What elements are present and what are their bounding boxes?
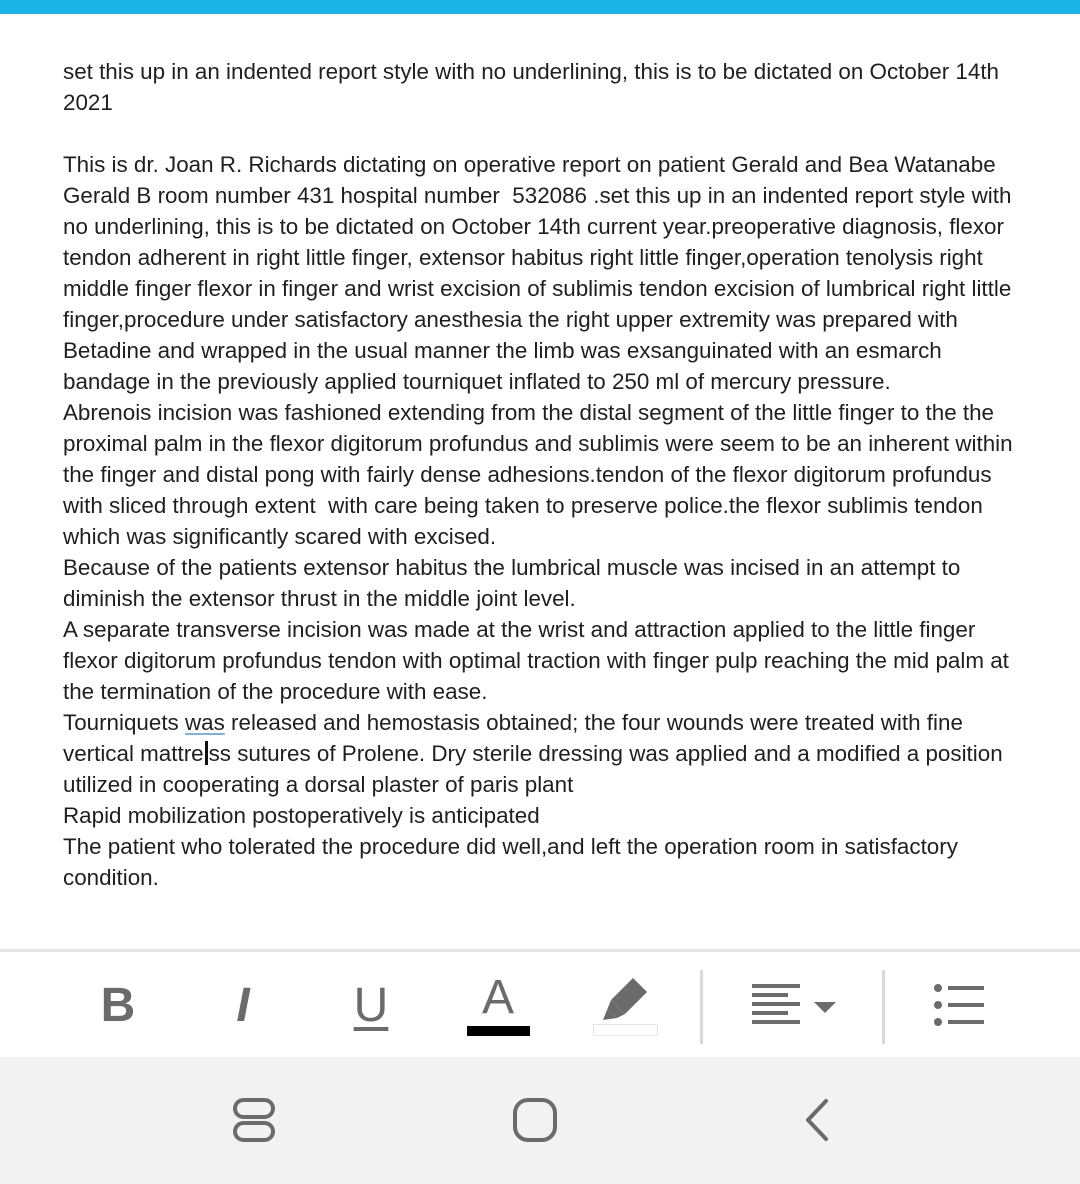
toolbar-divider [882, 970, 885, 1044]
align-left-icon [748, 980, 840, 1030]
paragraph-5-start: Tourniquets [63, 710, 185, 735]
highlighter-icon [597, 974, 653, 1022]
highlight-button[interactable] [592, 970, 658, 1040]
font-color-icon: A [481, 971, 514, 1024]
home-icon [512, 1097, 558, 1143]
paragraph-7[interactable]: The patient who tolerated the procedure did well,and left the operation room in satisfactory condition. [63, 834, 958, 890]
back-button[interactable] [787, 1095, 847, 1145]
align-button[interactable] [748, 970, 840, 1040]
blank-line [63, 118, 1023, 149]
status-accent-bar [0, 0, 1080, 14]
recent-apps-icon [232, 1097, 276, 1143]
bold-button[interactable] [88, 970, 148, 1040]
text-cursor [205, 741, 208, 765]
underline-button[interactable] [341, 970, 401, 1040]
bold-icon: B [100, 978, 136, 1032]
italic-button[interactable] [213, 970, 273, 1040]
paragraph-4[interactable]: A separate transverse incision was made at the wrist and attraction applied to the little finger flexor digitorum profundus tendon with optimal traction with finger pulp reaching the mid palm at the termination of the procedure with ease. [63, 617, 1009, 704]
bullet-list-icon [928, 982, 988, 1028]
home-button[interactable] [505, 1095, 565, 1145]
paragraph-5-middle: released and hemostasis obtained; the four wounds were treated with fine vertical mattre [63, 710, 963, 766]
bullet-list-button[interactable] [928, 970, 988, 1040]
paragraph-1[interactable]: This is dr. Joan R. Richards dictating on operative report on patient Gerald and Bea Watanabe Gerald B room number 431 hospital number 532086 .set this up in an indented report style with no underlining, this is to be dictated on October 14th current year.preoperative diagnosis, flexor tendon adherent in right little finger, extensor habitus right little finger,operation tenolysis right middle finger flexor in finger and wrist excision of sublimis tendon excision of lumbrical right little finger,procedure under satisfactory anesthesia the right upper extremity was prepared with Betadine and wrapped in the usual manner the limb was exsanguinated with an esmarch bandage in the previously applied tourniquet inflated to 250 ml of mercury pressure. [63, 152, 1012, 394]
highlight-swatch [593, 1024, 658, 1036]
dictation-note[interactable]: set this up in an indented report style with no underlining, this is to be dictated on October 14th 2021 [63, 59, 1000, 115]
paragraph-5-end: ss sutures of Prolene. Dry sterile dressing was applied and a modified a position utilized in cooperating a dorsal plaster of paris plant [63, 741, 1003, 797]
font-color-swatch [467, 1026, 530, 1036]
grammar-flagged-word[interactable]: was [184, 710, 225, 735]
recent-apps-button[interactable] [224, 1095, 284, 1145]
paragraph-5[interactable] [63, 707, 1023, 800]
underline-icon: U [353, 978, 389, 1032]
font-color-button[interactable] [465, 970, 531, 1040]
back-icon [802, 1097, 832, 1143]
italic-icon: I [236, 978, 250, 1032]
paragraph-2[interactable]: Abrenois incision was fashioned extending from the distal segment of the little finger to the the proximal palm in the flexor digitorum profundus and sublimis were seem to be an inherent within the finger and distal pong with fairly dense adhesions.tendon of the flexor digitorum profundus with sliced through extent with care being taken to preserve police.the flexor sublimis tendon which was significantly scared with excised. [63, 400, 1013, 549]
toolbar-divider [700, 970, 703, 1044]
formatting-toolbar [0, 949, 1080, 1060]
system-navigation-bar [0, 1057, 1080, 1184]
document-body[interactable] [63, 56, 1023, 893]
paragraph-6[interactable]: Rapid mobilization postoperatively is anticipated [63, 803, 540, 828]
paragraph-3[interactable]: Because of the patients extensor habitus the lumbrical muscle was incised in an attempt to diminish the extensor thrust in the middle joint level. [63, 555, 961, 611]
